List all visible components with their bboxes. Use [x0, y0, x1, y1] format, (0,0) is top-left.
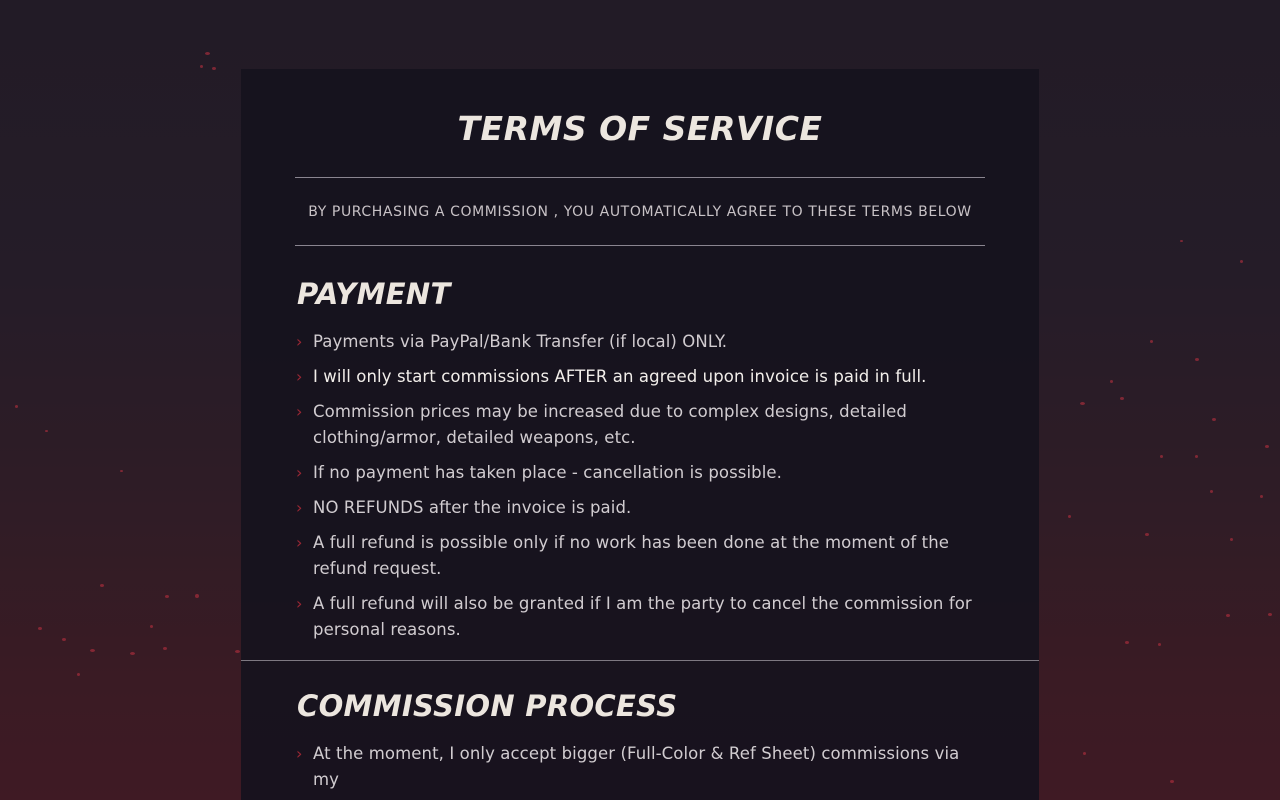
- list-item: [295, 399, 985, 451]
- list-item: [295, 460, 985, 486]
- list-item: [295, 591, 985, 643]
- list-item-text: A full refund is possible only if no work has been done at the moment of the refund request.: [313, 533, 950, 578]
- list-item-text: If no payment has taken place - cancellation is possible.: [313, 463, 783, 482]
- chevron-right-icon: ›: [296, 463, 303, 482]
- chevron-right-icon: ›: [296, 402, 303, 421]
- terms-card: [241, 69, 1039, 800]
- chevron-right-icon: ›: [296, 367, 303, 386]
- page-title: TERMS OF SERVICE: [457, 109, 823, 148]
- chevron-right-icon: ›: [296, 744, 303, 763]
- list-item-text: Payments via PayPal/Bank Transfer (if local) ONLY.: [313, 332, 728, 351]
- list-item-text: I will only start commissions AFTER an agreed upon invoice is paid in full.: [313, 367, 927, 386]
- list-item: [295, 329, 985, 355]
- list-item-text: Commission prices may be increased due to complex designs, detailed clothing/armor, detailed weapons, etc.: [313, 402, 907, 447]
- list-item: [295, 530, 985, 582]
- section-title-payment: PAYMENT: [297, 277, 451, 311]
- section-title-commission-process: COMMISSION PROCESS: [297, 689, 678, 723]
- commission-process-list: [295, 741, 985, 793]
- list-item: [295, 495, 985, 521]
- terms-header: [241, 69, 1039, 246]
- list-item-text: NO REFUNDS after the invoice is paid.: [313, 498, 632, 517]
- list-item-text: At the moment, I only accept bigger (Full-Color & Ref Sheet) commissions via my: [313, 744, 960, 789]
- chevron-right-icon: ›: [296, 498, 303, 517]
- list-item: [295, 741, 985, 793]
- payment-terms-list: [295, 329, 985, 643]
- list-item-text: A full refund will also be granted if I am the party to cancel the commission for personal reasons.: [313, 594, 972, 639]
- section-payment: [241, 246, 1039, 643]
- list-item: [295, 364, 985, 390]
- terms-agreement-notice: BY PURCHASING A COMMISSION , YOU AUTOMATICALLY AGREE TO THESE TERMS BELOW: [308, 204, 972, 220]
- chevron-right-icon: ›: [296, 332, 303, 351]
- section-commission-process: [241, 661, 1039, 793]
- chevron-right-icon: ›: [296, 533, 303, 552]
- chevron-right-icon: ›: [296, 594, 303, 613]
